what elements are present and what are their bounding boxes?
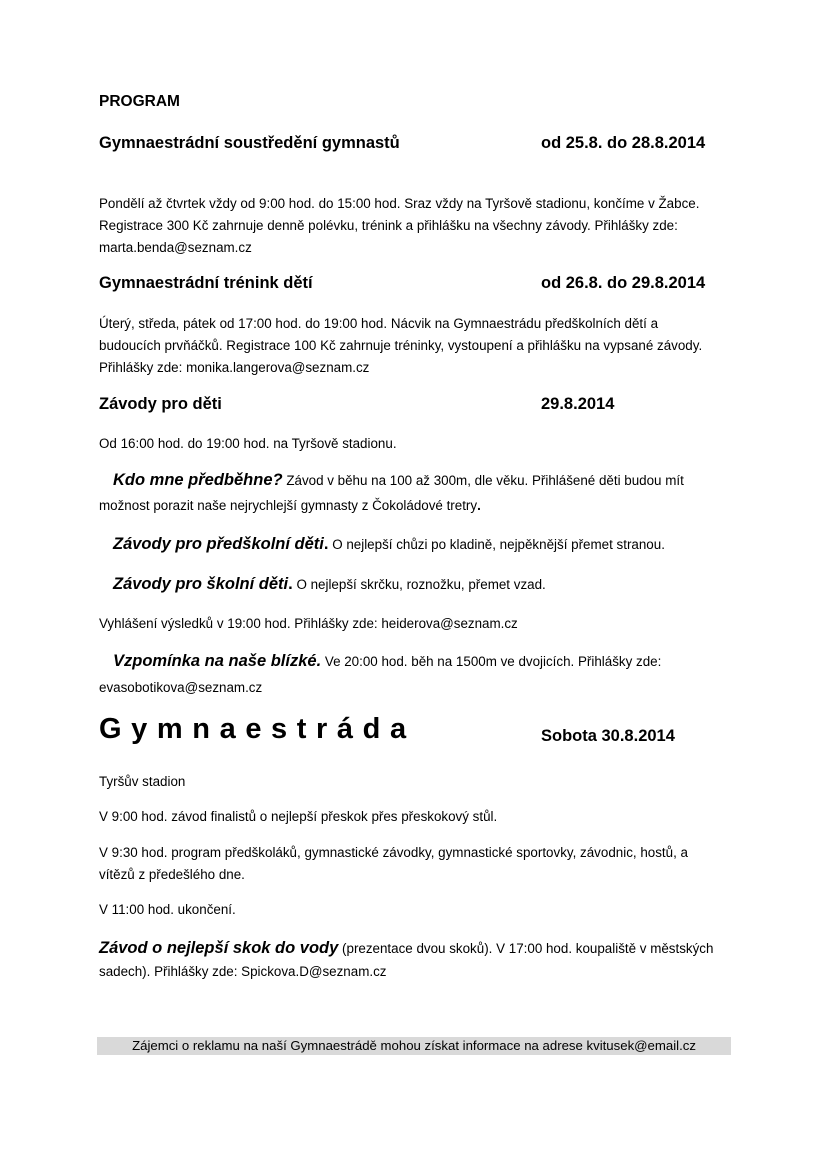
program-title: PROGRAM bbox=[99, 93, 180, 110]
race1-text-1: Závod v běhu na 100 až 300m, dle věku. Přihlášené děti budou mít bbox=[282, 473, 684, 488]
dive-line-1 bbox=[99, 938, 713, 959]
section2-line-2: budoucích prvňáčků. Registrace 100 Kč zahrnuje tréninky, vystoupení a přihlášku na vypsané závody. bbox=[99, 338, 703, 353]
race4-text-1: Ve 20:00 hod. běh na 1500m ve dvojicích. Přihlášky zde: bbox=[321, 654, 662, 669]
race2-line bbox=[113, 534, 665, 555]
race1-title: Kdo mne předběhne? bbox=[113, 471, 283, 489]
race2-text: O nejlepší chůzi po kladině, nejpěknější přemet stranou. bbox=[328, 537, 665, 552]
dive-title: Závod o nejlepší skok do vody bbox=[99, 939, 339, 957]
race1-text-2: možnost porazit naše nejrychlejší gymnasty z Čokoládové tretry bbox=[99, 498, 478, 513]
schedule-line-2a: V 9:30 hod. program předškoláků, gymnastické závodky, gymnastické sportovky, závodnic, hostů, a bbox=[99, 845, 688, 860]
section2-date: od 26.8. do 29.8.2014 bbox=[541, 274, 706, 292]
race4-email: evasobotikova@seznam.cz bbox=[99, 680, 263, 695]
section2-title: Gymnaestrádní trénink dětí bbox=[99, 274, 313, 292]
race3-line bbox=[113, 574, 546, 595]
race2-title: Závody pro předškolní děti bbox=[113, 535, 324, 553]
section2-line-1: Úterý, středa, pátek od 17:00 hod. do 19:00 hod. Nácvik na Gymnaestrádu předškolních dětí a bbox=[99, 316, 659, 331]
race3-title: Závody pro školní děti bbox=[113, 575, 289, 593]
section1-line-2: Registrace 300 Kč zahrnuje denně polévku, trénink a přihlášku na všechny závody. Přihlášky zde: bbox=[99, 218, 678, 233]
race3-dot: . bbox=[288, 575, 293, 593]
section3-title: Závody pro děti bbox=[99, 395, 222, 413]
race3-text: O nejlepší skrčku, roznožku, přemet vzad. bbox=[292, 577, 546, 592]
schedule-line-3: V 11:00 hod. ukončení. bbox=[99, 902, 236, 917]
race4-line-1 bbox=[113, 651, 661, 672]
venue: Tyršův stadion bbox=[99, 774, 186, 789]
race1-text-end: . bbox=[477, 498, 481, 513]
section1-title: Gymnaestrádní soustředění gymnastů bbox=[99, 134, 400, 152]
results-line: Vyhlášení výsledků v 19:00 hod. Přihlášky zde: heiderova@seznam.cz bbox=[99, 616, 518, 631]
gymnaestrada-date: Sobota 30.8.2014 bbox=[541, 727, 675, 745]
dive-line-2: sadech). Přihlášky zde: Spickova.D@seznam.cz bbox=[99, 964, 387, 979]
section1-line-1: Pondělí až čtvrtek vždy od 9:00 hod. do 15:00 hod. Sraz vždy na Tyršově stadionu, končíme v Žabce. bbox=[99, 196, 700, 211]
footer-banner: Zájemci o reklamu na naší Gymnaestrádě mohou získat informace na adrese kvitusek@email.cz bbox=[97, 1037, 731, 1055]
dive-text-1: (prezentace dvou skoků). V 17:00 hod. koupaliště v městských bbox=[338, 941, 714, 956]
gymnaestrada-title: Gymnaestráda bbox=[99, 713, 416, 745]
section3-date: 29.8.2014 bbox=[541, 395, 615, 413]
schedule-line-2b: vítězů z předešlého dne. bbox=[99, 867, 245, 882]
race2-dot: . bbox=[323, 535, 329, 553]
schedule-line-1: V 9:00 hod. závod finalistů o nejlepší přeskok přes přeskokový stůl. bbox=[99, 809, 498, 824]
race4-title: Vzpomínka na naše blízké. bbox=[113, 652, 322, 670]
section3-intro: Od 16:00 hod. do 19:00 hod. na Tyršově stadionu. bbox=[99, 436, 397, 451]
section2-line-3: Přihlášky zde: monika.langerova@seznam.cz bbox=[99, 360, 370, 375]
section1-date: od 25.8. do 28.8.2014 bbox=[541, 134, 706, 152]
race1-line-2 bbox=[99, 495, 481, 516]
race1-line-1 bbox=[113, 470, 684, 491]
section1-email: marta.benda@seznam.cz bbox=[99, 240, 252, 255]
